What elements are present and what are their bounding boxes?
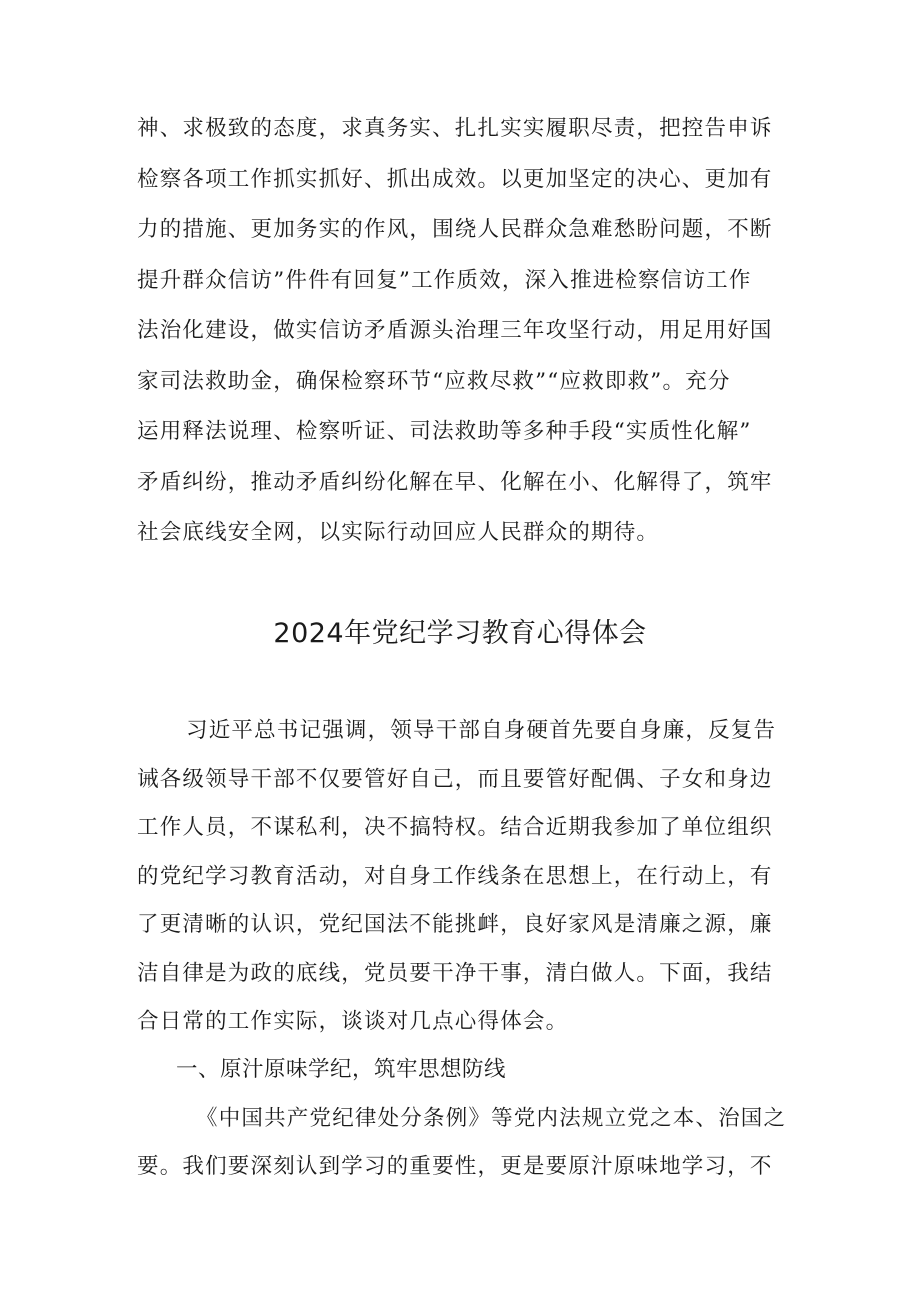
paragraph-line: 法治化建设，做实信访矛盾源头治理三年攻坚行动，用足用好国 xyxy=(137,318,773,343)
paragraph-line: 社会底线安全网，以实际行动回应人民群众的期待。 xyxy=(137,520,660,545)
document-title: 2024年党纪学习教育心得体会 xyxy=(273,618,647,649)
paragraph-line: 运用释法说理、检察听证、司法救助等多种手段“实质性化解” xyxy=(137,419,752,444)
section-heading: 一、原汁原味学纪，筑牢思想防线 xyxy=(176,1057,507,1082)
paragraph-line: 诫各级领导干部不仅要管好自己，而且要管好配偶、子女和身边 xyxy=(137,767,773,792)
paragraph-line: 习近平总书记强调，领导干部自身硬首先要自身廉，反复告 xyxy=(186,718,777,743)
paragraph-line: 神、求极致的态度，求真务实、扎扎实实履职尽责，把控告申诉 xyxy=(137,116,773,141)
paragraph-line: 力的措施、更加务实的作风，围绕人民群众急难愁盼问题，不断 xyxy=(137,217,773,242)
paragraph-line: 了更清晰的认识，党纪国法不能挑衅，良好家风是清廉之源，廉 xyxy=(137,912,773,937)
paragraph-line: 洁自律是为政的底线，党员要干净干事，清白做人。下面，我结 xyxy=(137,961,773,986)
paragraph-line: 提升群众信访”件件有回复”工作质效，深入推进检察信访工作 xyxy=(137,268,752,293)
paragraph-line: 要。我们要深刻认到学习的重要性，更是要原汁原味地学习，不 xyxy=(137,1154,773,1179)
paragraph-line: 的党纪学习教育活动，对自身工作线条在思想上，在行动上，有 xyxy=(137,864,773,889)
paragraph-line: 检察各项工作抓实抓好、抓出成效。以更加坚定的决心、更加有 xyxy=(137,167,773,192)
paragraph-line: 合日常的工作实际，谈谈对几点心得体会。 xyxy=(137,1009,569,1034)
paragraph-line: 家司法救助金，确保检察环节“应救尽救”“应救即救”。充分 xyxy=(137,369,731,394)
paragraph-line: 《中国共产党纪律处分条例》等党内法规立党之本、治国之 xyxy=(196,1106,787,1131)
paragraph-line: 工作人员，不谋私利，决不搞特权。结合近期我参加了单位组织 xyxy=(137,815,773,840)
paragraph-line: 矛盾纠纷，推动矛盾纠纷化解在早、化解在小、化解得了，筑牢 xyxy=(137,470,773,495)
